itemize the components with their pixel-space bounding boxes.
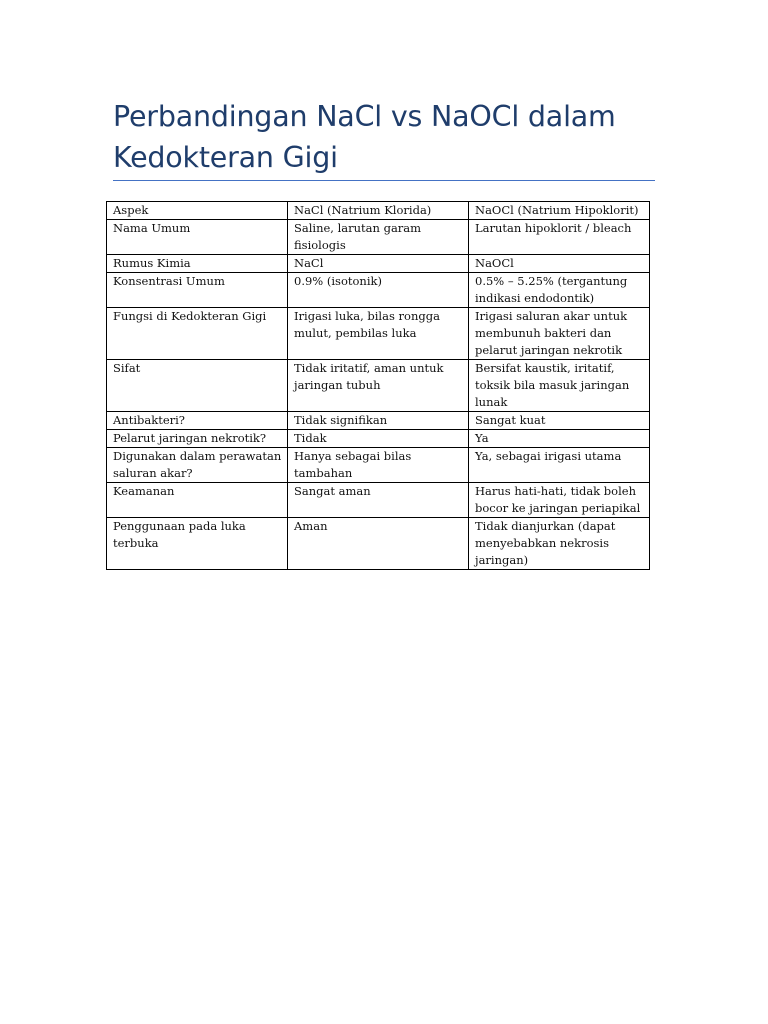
table-row: [107, 308, 650, 360]
table-cell: Tidak signifikan: [288, 412, 469, 430]
table-cell: Tidak: [288, 430, 469, 448]
table-cell: Tidak dianjurkan (dapat menyebabkan nekrosis jaringan): [469, 518, 650, 570]
page-title: Perbandingan NaCl vs NaOCl dalam Kedokteran Gigi: [113, 100, 616, 174]
table-cell: Sangat kuat: [469, 412, 650, 430]
header-cell-nacl: NaCl (Natrium Klorida): [288, 202, 469, 220]
table-cell: Larutan hipoklorit / bleach: [469, 220, 650, 255]
table-cell: NaCl: [288, 255, 469, 273]
table-cell: Keamanan: [107, 483, 288, 518]
table-cell: NaOCl: [469, 255, 650, 273]
table-cell: Irigasi luka, bilas rongga mulut, pembilas luka: [288, 308, 469, 360]
table-row: [107, 483, 650, 518]
table-cell: Bersifat kaustik, iritatif, toksik bila masuk jaringan lunak: [469, 360, 650, 412]
table-cell: Fungsi di Kedokteran Gigi: [107, 308, 288, 360]
table-row: [107, 448, 650, 483]
table-row: [107, 430, 650, 448]
table-cell: Irigasi saluran akar untuk membunuh bakteri dan pelarut jaringan nekrotik: [469, 308, 650, 360]
table-cell: Rumus Kimia: [107, 255, 288, 273]
table-row: [107, 360, 650, 412]
table-cell: Ya: [469, 430, 650, 448]
table-row: [107, 412, 650, 430]
title-underline: [113, 180, 655, 181]
table-cell: Sangat aman: [288, 483, 469, 518]
table-row: [107, 518, 650, 570]
comparison-table: [106, 201, 650, 570]
table-row: [107, 220, 650, 255]
table-cell: Pelarut jaringan nekrotik?: [107, 430, 288, 448]
table-cell: Sifat: [107, 360, 288, 412]
table-cell: Aman: [288, 518, 469, 570]
table-cell: Ya, sebagai irigasi utama: [469, 448, 650, 483]
table-cell: Tidak iritatif, aman untuk jaringan tubuh: [288, 360, 469, 412]
header-cell-naocl: NaOCl (Natrium Hipoklorit): [469, 202, 650, 220]
table-cell: Konsentrasi Umum: [107, 273, 288, 308]
table-header-row: [107, 202, 650, 220]
table-cell: Penggunaan pada luka terbuka: [107, 518, 288, 570]
table-cell: 0.9% (isotonik): [288, 273, 469, 308]
table-cell: Digunakan dalam perawatan saluran akar?: [107, 448, 288, 483]
table-cell: 0.5% – 5.25% (tergantung indikasi endodontik): [469, 273, 650, 308]
table-cell: Nama Umum: [107, 220, 288, 255]
table-cell: Hanya sebagai bilas tambahan: [288, 448, 469, 483]
table-cell: Harus hati-hati, tidak boleh bocor ke jaringan periapikal: [469, 483, 650, 518]
table-row: [107, 273, 650, 308]
header-cell-aspect: Aspek: [107, 202, 288, 220]
table-cell: Saline, larutan garam fisiologis: [288, 220, 469, 255]
table-row: [107, 255, 650, 273]
table-cell: Antibakteri?: [107, 412, 288, 430]
